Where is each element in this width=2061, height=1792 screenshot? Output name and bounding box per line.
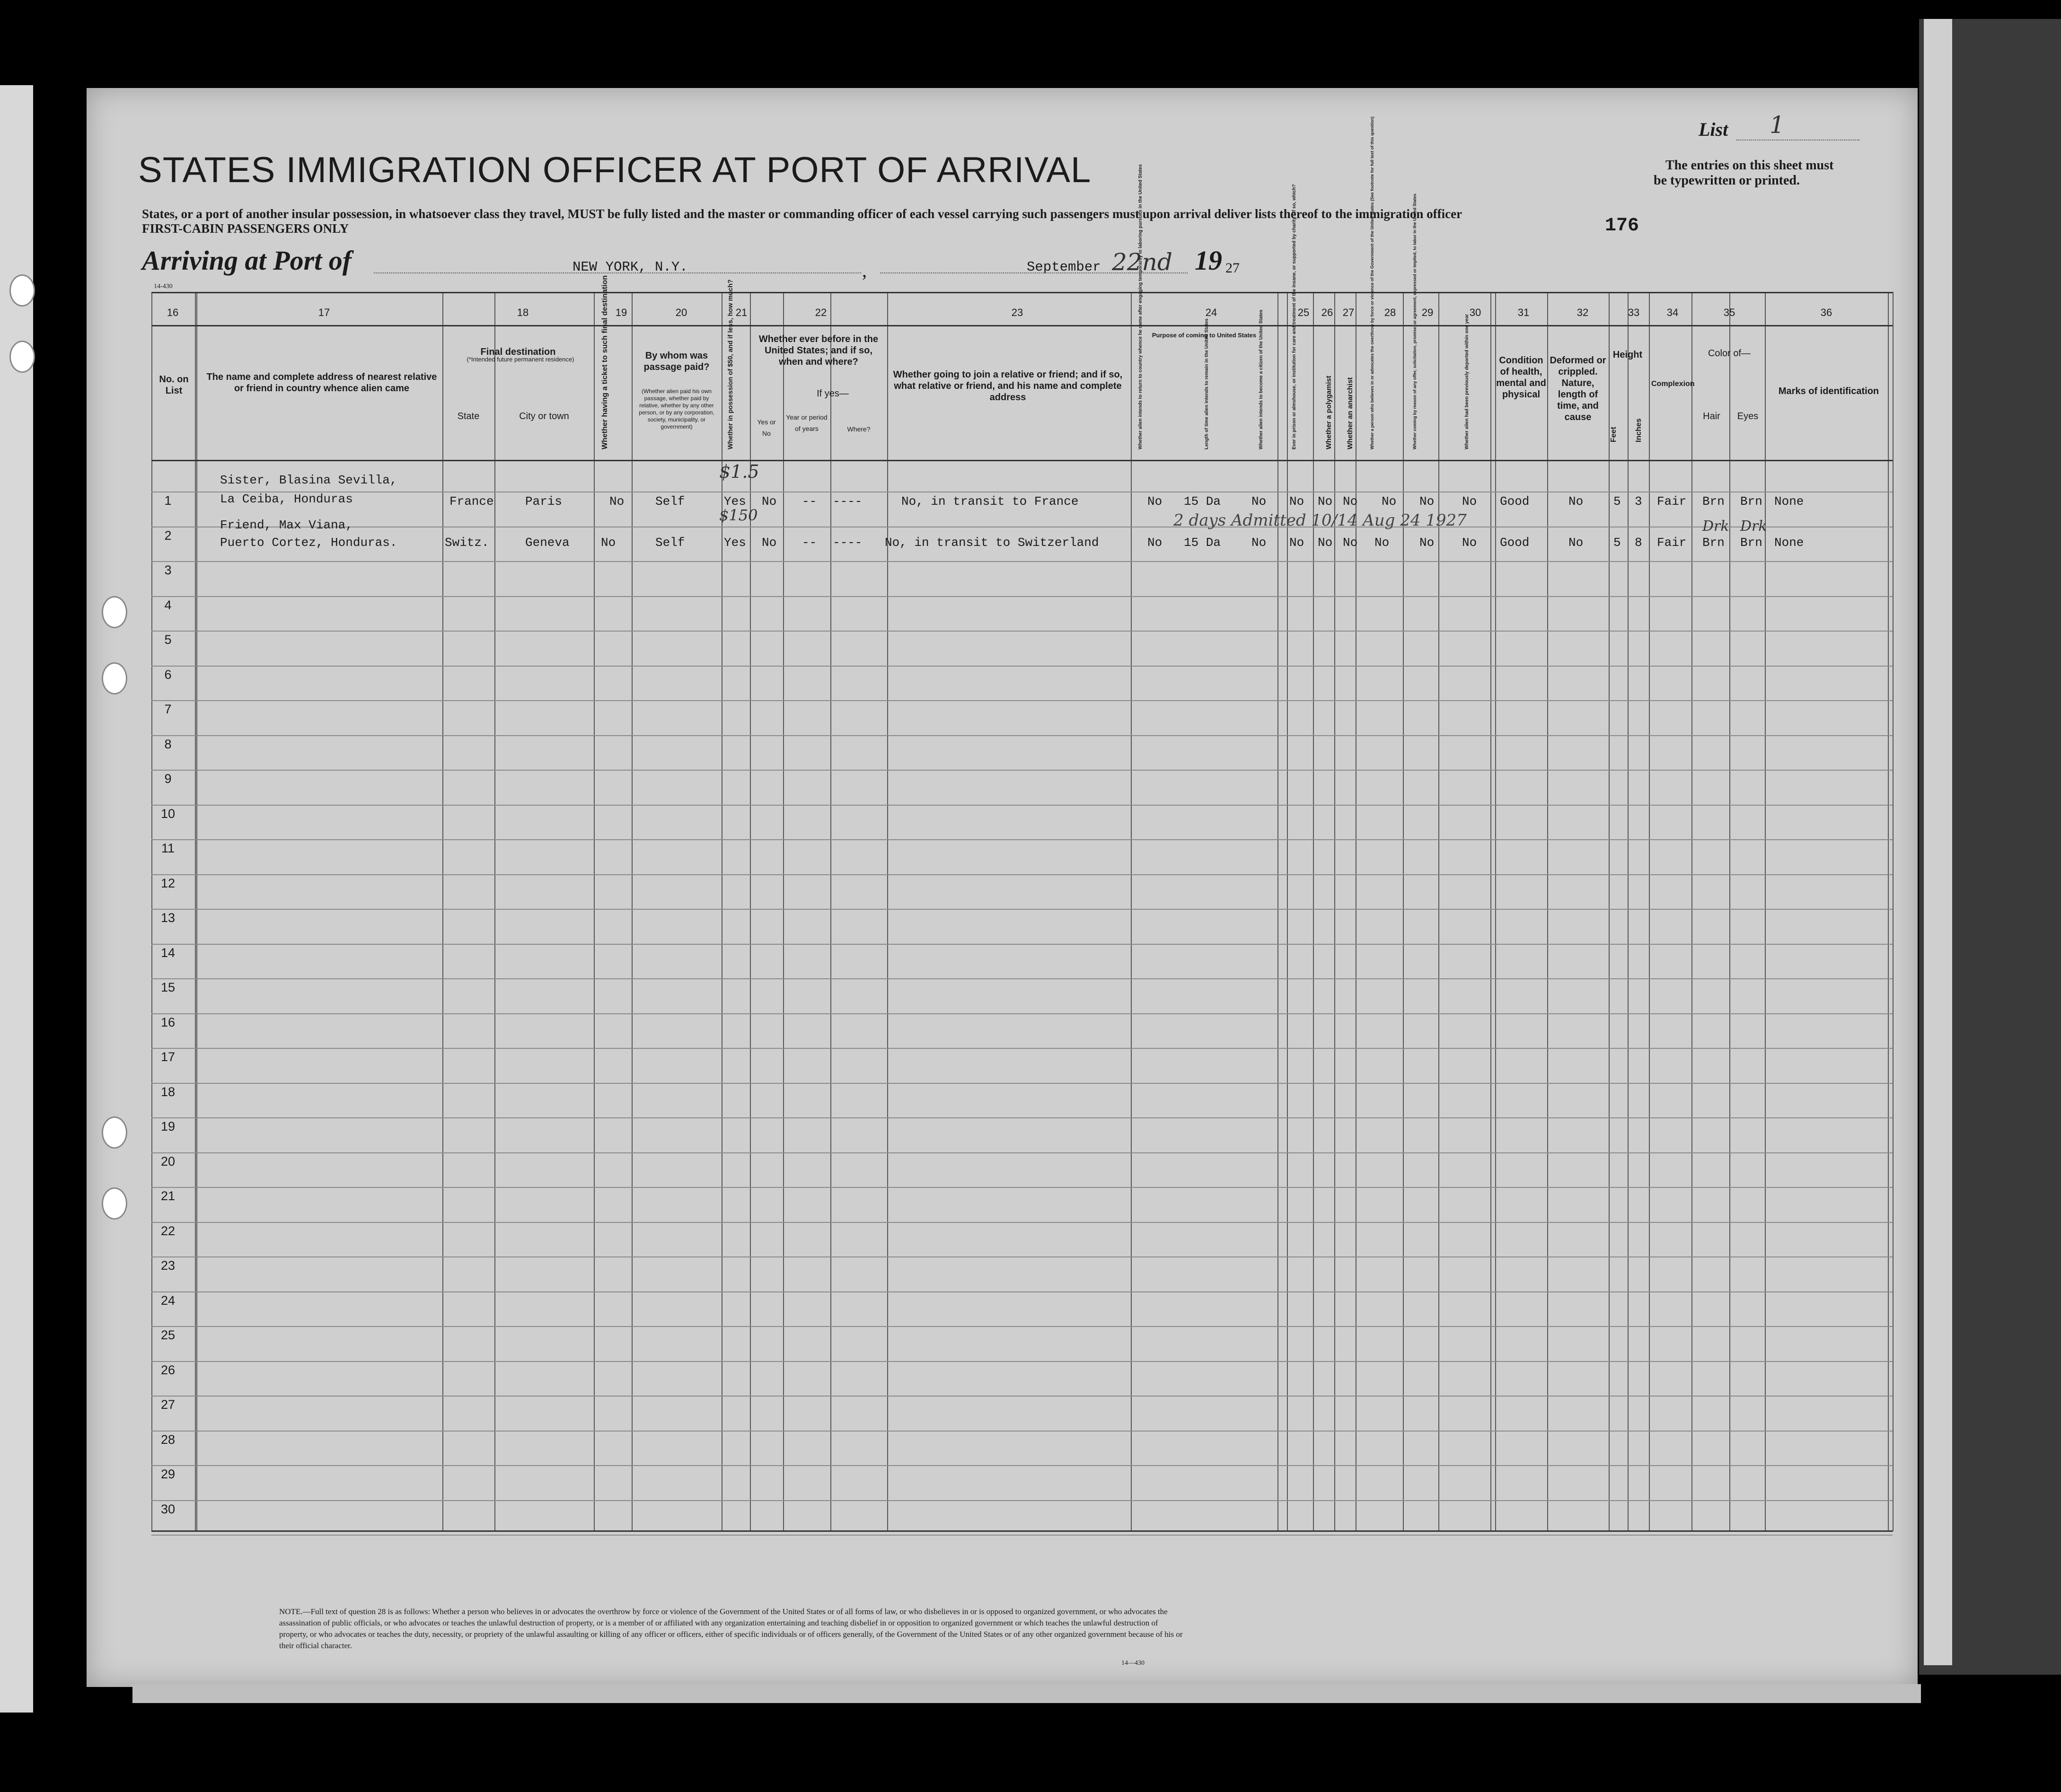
row-number: 15 (160, 980, 176, 994)
complexion-cell: Fair (1657, 536, 1687, 550)
footnote-question-28: NOTE.—Full text of question 28 is as follows: Whether a person who believes in or advocates the overthrow by force or violence of the Government of the United States or of all forms of law, or who disbelieves in or is opposed to organized government, or who advocates the assassination of public officials, or who advocates or teaches the unlawful destruction of property, or is a member of or affiliated with any organization entertaining and teaching disbelief in or opposition to organized government or which teaches the unlawful destruction of property, or who advocates or teaches the duty, necessity, or propriety of the unlawful assaulting or killing of any officer or officers, either of specific individuals or of officers generally, of the Government of the United States or of any other organized government because of his or their official character. (279, 1607, 1183, 1650)
column-rule (594, 292, 595, 1531)
heading-final-destination: Final destination (480, 347, 556, 357)
labor-cell: No (1419, 494, 1435, 509)
year-suffix: 27 (1225, 260, 1240, 276)
row-rule (151, 561, 1893, 562)
column-rule (1729, 292, 1730, 1531)
row-number: 6 (164, 667, 172, 682)
column-number: 22 (815, 307, 827, 318)
column-number: 36 (1820, 307, 1832, 318)
row-rule (151, 1465, 1893, 1466)
day: 22nd (1112, 248, 1172, 276)
row-number: 3 (164, 563, 172, 577)
table-bottom-rule (151, 1530, 1893, 1532)
column-rule (1893, 292, 1894, 1531)
deformed-cell: No (1568, 536, 1584, 550)
row-number: 28 (160, 1432, 176, 1447)
heading-deformed: Deformed or crippled. Nature, length of time, and cause (1550, 355, 1606, 422)
joining-cell: No, in transit to France (901, 494, 1079, 509)
labor-cell: No (1419, 536, 1435, 550)
intro-text: States, or a port of another insular possession, in whatsoever class they travel, MUST be fully listed and the master or commanding officer of each vessel carrying such passengers must upon arrival deliver lists thereof to the immigration officer (142, 207, 1462, 221)
column-rule (1334, 292, 1335, 1531)
heading-where: Where? (847, 425, 871, 433)
heading-marks: Marks of identification (1778, 386, 1879, 396)
heading-labor: Whether coming by reason of any offer, solicitation, promise, or agreement, expressed or implied, to labor in the United States (1412, 193, 1417, 449)
column-rule (1403, 292, 1404, 1531)
anarchist-cell: No (1343, 494, 1358, 509)
year-cell: -- (802, 494, 817, 509)
heading-anarchist: Whether an anarchist (1346, 377, 1354, 449)
column-rule (887, 292, 888, 1531)
row-rule (151, 596, 1893, 597)
eyes-cell: Brn (1740, 494, 1762, 509)
column-number: 18 (517, 307, 529, 318)
length-cell: 15 Da (1184, 494, 1221, 509)
heading-relative: The name and complete address of nearest relative or friend in country whence alien came (206, 372, 437, 394)
header-rule (151, 292, 1893, 293)
citizen-cell: No (1251, 536, 1267, 550)
row-rule (151, 1500, 1893, 1501)
sheet-number: 176 (1605, 215, 1639, 237)
anarchist-cell: No (1343, 536, 1358, 550)
column-number: 35 (1723, 307, 1735, 318)
binder-hole-icon (9, 341, 35, 373)
row-rule (151, 631, 1893, 632)
money-handwritten: $1.5 (719, 461, 759, 482)
row-number: 20 (160, 1154, 176, 1168)
class-line: FIRST-CABIN PASSENGERS ONLY (142, 221, 349, 236)
money-cell: Yes (724, 494, 746, 509)
heading-yes-no: Yes or No (757, 418, 776, 437)
heading-no-on-list: No. on List (159, 374, 189, 396)
where-cell: ---- (833, 536, 863, 550)
header-rule (151, 460, 1893, 461)
purpose-return-cell: No (1147, 536, 1163, 550)
row-number: 5 (164, 632, 172, 647)
destination-city: Geneva (525, 536, 570, 550)
column-number: 33 (1628, 307, 1640, 318)
deported-cell: No (1462, 536, 1477, 550)
row-number: 24 (160, 1293, 176, 1308)
arriving-label: Arriving at Port of (142, 245, 352, 276)
heading-money: Whether in possession of $50, and if less, how much? (726, 279, 734, 449)
heading-year: Year or period of years (786, 413, 828, 432)
row-rule (151, 1256, 1893, 1257)
heading-purpose-return: Whether alien intends to return to country whence he came after engaging temporarily in laboring pursuits in the United States (1138, 164, 1143, 449)
row-number: 18 (160, 1084, 176, 1099)
heading-final-destination-sub: (*Intended future permanent residence) (467, 356, 574, 363)
row-number: 1 (164, 493, 172, 508)
polygamist-cell: No (1318, 536, 1333, 550)
column-number: 28 (1384, 307, 1396, 318)
heading-length-of-stay: Length of time alien intends to remain in the United States (1204, 318, 1209, 449)
row-rule (151, 1048, 1893, 1049)
row-rule (151, 805, 1893, 806)
column-number: 21 (735, 307, 748, 318)
feet-cell: 5 (1613, 494, 1621, 509)
footer-form-code: 14—430 (1121, 1660, 1145, 1667)
row-number: 14 (160, 945, 176, 960)
column-rule (494, 292, 495, 1531)
overthrow-cell: No (1382, 494, 1397, 509)
column-rule (1547, 292, 1548, 1531)
typewritten-note-2: be typewritten or printed. (1654, 173, 1800, 188)
heading-prison: Ever in prison or almshouse, or institution for care and treatment of the insane, or supported by charity? If so, which? (1292, 184, 1297, 449)
paid-by-cell: Self (655, 536, 685, 550)
column-rule (1287, 292, 1288, 1531)
row-number: 13 (160, 911, 176, 925)
heading-hair: Hair (1703, 411, 1720, 422)
before-cell: No (762, 536, 777, 550)
month: September (1027, 259, 1101, 275)
feet-cell: 5 (1613, 536, 1621, 550)
column-rule (195, 292, 196, 1531)
where-cell: ---- (833, 494, 863, 509)
row-number: 22 (160, 1223, 176, 1238)
column-rule (1313, 292, 1314, 1531)
column-number: 24 (1205, 307, 1217, 318)
row-rule (151, 1083, 1893, 1084)
column-number: 20 (675, 307, 687, 318)
page-bottom-edge (132, 1684, 1921, 1703)
column-rule (830, 292, 831, 1531)
binder-edge (1919, 19, 2061, 1675)
list-number: 1 (1770, 111, 1785, 139)
relative-address-line: Puerto Cortez, Honduras. (220, 536, 397, 550)
binder-hole-icon (102, 1187, 127, 1220)
row-rule (151, 1291, 1893, 1292)
column-number: 17 (318, 307, 330, 318)
row-number: 10 (160, 806, 176, 821)
row-rule (151, 1326, 1893, 1327)
marks-cell: None (1774, 536, 1804, 550)
ticket-cell: No (601, 536, 616, 550)
row-number: 17 (160, 1050, 176, 1064)
column-number: 34 (1666, 307, 1679, 318)
column-rule (1490, 292, 1491, 1531)
heading-state: State (457, 411, 480, 422)
row-number: 12 (160, 876, 176, 890)
typewritten-note-1: The entries on this sheet must (1665, 158, 1834, 173)
year-cell: -- (802, 536, 817, 550)
row-rule (151, 700, 1893, 701)
row-number: 2 (164, 528, 172, 543)
row-rule (151, 1117, 1893, 1118)
eyes-correction: Drk (1740, 518, 1767, 535)
page-title: STATES IMMIGRATION OFFICER AT PORT OF ARRIVAL (138, 150, 1092, 190)
heading-city: City or town (519, 411, 569, 422)
heading-color: Color of— (1708, 348, 1751, 359)
column-number: 30 (1469, 307, 1481, 318)
column-rule (1609, 292, 1610, 1531)
binder-hole-icon (102, 662, 127, 694)
deported-cell: No (1462, 494, 1477, 509)
column-number: 16 (167, 307, 179, 318)
row-rule (151, 874, 1893, 875)
row-rule (151, 1152, 1893, 1153)
hair-cell: Brn (1702, 494, 1725, 509)
column-rule (196, 292, 197, 1531)
manifest-table (151, 292, 1893, 1531)
column-rule (442, 292, 443, 1531)
relative-address-line: La Ceiba, Honduras (220, 492, 353, 506)
row-number: 4 (164, 597, 172, 612)
list-label: List (1699, 119, 1728, 140)
column-rule (1649, 292, 1650, 1531)
header-rule (151, 325, 1893, 326)
inches-cell: 3 (1635, 494, 1642, 509)
column-rule (1495, 292, 1496, 1531)
column-number: 31 (1517, 307, 1530, 318)
heading-paid-by-sub: (Whether alien paid his own passage, whether paid by relative, whether by any other person, or by any corporation, society, municipality, or government) (639, 388, 714, 430)
heading-joining: Whether going to join a relative or friend; and if so, what relative or friend, and his name and complete address (893, 369, 1123, 403)
column-rule (1277, 292, 1278, 1531)
column-rule (1765, 292, 1766, 1531)
relative-address-line: Friend, Max Viana, (220, 518, 353, 532)
column-number: 25 (1297, 307, 1310, 318)
binder-hole-icon (9, 274, 35, 307)
row-number: 11 (161, 841, 175, 855)
row-number: 16 (160, 1015, 176, 1029)
row-number: 23 (160, 1258, 176, 1273)
port-name: NEW YORK, N.Y. (572, 259, 688, 275)
inches-cell: 8 (1635, 536, 1642, 550)
purpose-return-cell: No (1147, 494, 1163, 509)
row-number: 25 (160, 1328, 176, 1342)
prison-cell: No (1289, 494, 1304, 509)
row-rule (151, 909, 1893, 910)
row-number: 30 (160, 1502, 176, 1516)
form-code: 14-430 (154, 283, 173, 290)
column-rule (151, 292, 152, 1531)
adjacent-page-strip (0, 85, 33, 1713)
admission-annotation: 2 days Admitted 10/14 Aug 24 1927 (1173, 511, 1467, 530)
paid-by-cell: Self (655, 494, 685, 509)
row-rule (151, 666, 1893, 667)
column-rule (1691, 292, 1692, 1531)
heading-overthrow: Whether a person who believes in or advocates the overthrow by force or violence of the Government of the United States (See footnote for full text of this question) (1370, 116, 1374, 449)
row-number: 27 (160, 1397, 176, 1412)
row-rule (151, 1013, 1893, 1014)
heading-citizen: Whether alien intends to become a citizen of the United States (1259, 309, 1264, 449)
relative-address-line: Sister, Blasina Sevilla, (220, 473, 397, 487)
column-number: 29 (1421, 307, 1434, 318)
column-number: 23 (1011, 307, 1023, 318)
money-handwritten: $150 (719, 506, 758, 524)
citizen-cell: No (1251, 494, 1267, 509)
hair-cell: Brn (1702, 536, 1725, 550)
row-number: 29 (160, 1467, 176, 1481)
heading-purpose: Purpose of coming to United States (1152, 332, 1257, 339)
row-rule (151, 944, 1893, 945)
before-cell: No (762, 494, 777, 509)
column-rule (1888, 292, 1889, 1531)
column-rule (632, 292, 633, 1531)
column-rule (783, 292, 784, 1531)
column-rule (1628, 292, 1629, 1531)
ticket-cell: No (609, 494, 625, 509)
column-number: 26 (1321, 307, 1333, 318)
prison-cell: No (1289, 536, 1304, 550)
binder-hole-icon (102, 596, 127, 628)
row-rule (151, 1396, 1893, 1397)
row-number: 26 (160, 1362, 176, 1377)
deformed-cell: No (1568, 494, 1584, 509)
marks-cell: None (1774, 494, 1804, 509)
row-number: 19 (160, 1119, 176, 1133)
destination-city: Paris (525, 494, 563, 509)
column-number: 32 (1577, 307, 1589, 318)
heading-paid-by: By whom was passage paid? (643, 351, 710, 372)
health-cell: Good (1500, 536, 1530, 550)
row-number: 7 (164, 702, 172, 716)
row-rule (151, 978, 1893, 979)
health-cell: Good (1500, 494, 1530, 509)
hair-correction: Drk (1702, 518, 1729, 535)
joining-cell: No, in transit to Switzerland (885, 536, 1099, 550)
row-rule (151, 1535, 1893, 1536)
heading-deported: Whether alien had been previously deported within one year (1464, 314, 1470, 449)
row-number: 21 (160, 1189, 176, 1203)
row-rule (151, 1431, 1893, 1432)
polygamist-cell: No (1318, 494, 1333, 509)
row-number: 9 (164, 772, 172, 786)
row-rule (151, 1222, 1893, 1223)
row-rule (151, 1187, 1893, 1188)
heading-feet: Feet (1610, 427, 1618, 442)
row-rule (151, 735, 1893, 736)
column-rule (1438, 292, 1439, 1531)
row-rule (151, 839, 1893, 840)
heading-before-in-us: Whether ever before in the United States; and if so, when and where? (758, 334, 879, 367)
heading-if-yes: If yes— (817, 388, 849, 399)
heading-complexion: Complexion (1651, 380, 1695, 388)
binder-hole-icon (102, 1116, 127, 1149)
comma: , (862, 260, 867, 281)
complexion-cell: Fair (1657, 494, 1687, 509)
row-number: 8 (164, 737, 172, 751)
row-rule (151, 770, 1893, 771)
column-number: 19 (615, 307, 627, 318)
length-cell: 15 Da (1184, 536, 1221, 550)
heading-eyes: Eyes (1737, 411, 1759, 422)
column-number: 27 (1342, 307, 1355, 318)
heading-height: Height (1612, 350, 1643, 360)
row-rule (151, 1361, 1893, 1362)
destination-state: France (449, 494, 494, 509)
year-prefix: 19 (1195, 245, 1222, 276)
overthrow-cell: No (1374, 536, 1390, 550)
heading-polygamist: Whether a polygamist (1325, 376, 1333, 449)
list-number-line (1736, 140, 1859, 141)
heading-ticket: Whether having a ticket to such final destination (601, 275, 609, 449)
eyes-cell: Brn (1740, 536, 1762, 550)
money-cell: Yes (724, 536, 746, 550)
heading-health: Condition of health, mental and physical (1496, 355, 1546, 400)
column-rule (1131, 292, 1132, 1531)
destination-state: Switz. (445, 536, 489, 550)
heading-inches: Inches (1635, 418, 1643, 442)
